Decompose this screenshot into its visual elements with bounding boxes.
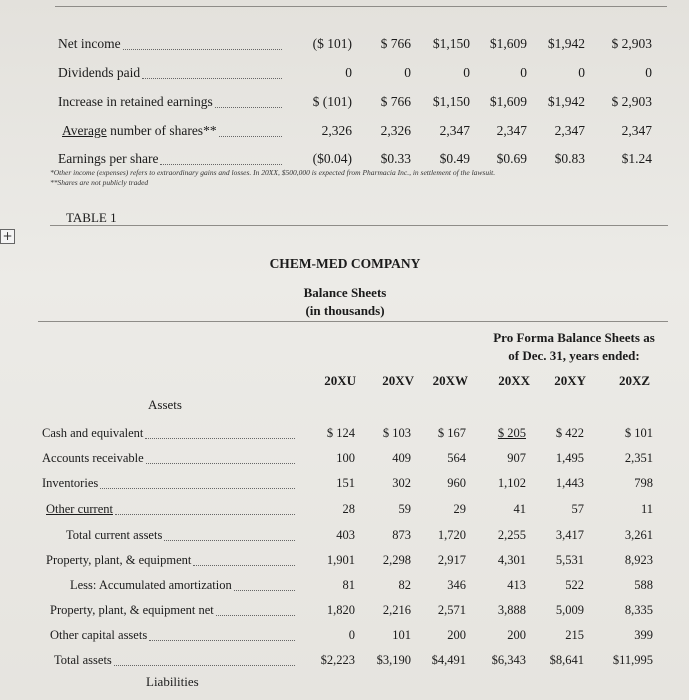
- income-value: 0: [404, 65, 411, 80]
- leader-dots: [145, 438, 295, 439]
- balance-value: 200: [507, 628, 526, 642]
- balance-value: 2,255: [497, 528, 526, 542]
- balance-value: $ 167: [437, 426, 466, 440]
- leader-dots: [160, 164, 282, 165]
- balance-value: $4,491: [431, 653, 466, 667]
- balance-value: 29: [453, 502, 466, 516]
- balance-value: 2,298: [382, 553, 411, 567]
- balance-value: 403: [336, 528, 355, 542]
- income-value: $ (101): [312, 94, 352, 109]
- income-value: $1,942: [547, 36, 585, 51]
- balance-row-label: Property, plant, & equipment net: [50, 603, 214, 617]
- balance-header-rule: [38, 321, 668, 322]
- balance-value: 82: [398, 578, 411, 592]
- balance-value: 200: [447, 628, 466, 642]
- income-value: 2,347: [621, 123, 652, 138]
- balance-value: 4,301: [497, 553, 526, 567]
- balance-value: 100: [336, 451, 355, 465]
- leader-dots: [215, 107, 282, 108]
- year-header: 20XV: [382, 373, 414, 388]
- income-row-label: Earnings per share: [58, 151, 159, 166]
- year-header: 20XY: [554, 373, 586, 388]
- income-value: ($0.04): [312, 151, 352, 166]
- balance-value: 522: [565, 578, 584, 592]
- income-row-label: Increase in retained earnings: [58, 94, 213, 109]
- expand-icon[interactable]: +: [0, 229, 15, 244]
- income-value: $1,609: [489, 36, 527, 51]
- balance-value: 41: [513, 502, 526, 516]
- income-value: $1,150: [432, 36, 470, 51]
- balance-value: 8,923: [624, 553, 653, 567]
- income-value: 0: [578, 65, 585, 80]
- footnote-shares: **Shares are not publicly traded: [50, 178, 149, 187]
- balance-row-label: Less: Accumulated amortization: [70, 578, 232, 592]
- leader-dots: [149, 640, 295, 641]
- balance-value: 873: [392, 528, 411, 542]
- income-value: $ 766: [380, 94, 411, 109]
- balance-value: 346: [447, 578, 466, 592]
- balance-value: $ 101: [624, 426, 653, 440]
- balance-value: 1,102: [497, 476, 526, 490]
- table-rule: [50, 225, 668, 226]
- balance-row-label: Total current assets: [66, 528, 163, 542]
- balance-row-label: Property, plant, & equipment: [46, 553, 192, 567]
- table-label: TABLE 1: [66, 210, 117, 225]
- balance-value: 1,720: [437, 528, 466, 542]
- balance-value: 1,495: [555, 451, 584, 465]
- balance-value: 588: [634, 578, 653, 592]
- balance-value: 81: [342, 578, 355, 592]
- income-value: $ 766: [380, 36, 411, 51]
- income-value: 2,347: [496, 123, 527, 138]
- balance-value: 1,820: [326, 603, 355, 617]
- balance-value: 399: [634, 628, 653, 642]
- balance-value: 101: [392, 628, 411, 642]
- balance-value: 11: [640, 502, 653, 516]
- year-header: 20XX: [498, 373, 530, 388]
- balance-value: $3,190: [376, 653, 411, 667]
- assets-heading: Assets: [148, 397, 182, 412]
- balance-value: 302: [392, 476, 411, 490]
- income-value: 0: [463, 65, 470, 80]
- income-value: 2,347: [439, 123, 470, 138]
- balance-row-label: Other current: [46, 502, 113, 516]
- income-value: $ 2,903: [611, 36, 652, 51]
- year-header: 20XW: [432, 373, 468, 388]
- balance-value: 5,009: [555, 603, 584, 617]
- balance-subtitle: (in thousands): [305, 303, 385, 318]
- balance-value: 2,351: [624, 451, 653, 465]
- income-value: $1.24: [621, 151, 652, 166]
- balance-title: Balance Sheets: [303, 285, 387, 300]
- balance-value: $ 422: [555, 426, 584, 440]
- balance-value: 215: [565, 628, 584, 642]
- liabilities-heading: Liabilities: [146, 674, 199, 689]
- leader-dots: [216, 615, 295, 616]
- balance-value: 2,216: [382, 603, 411, 617]
- balance-row-label: Other capital assets: [50, 628, 148, 642]
- income-value: 2,326: [380, 123, 411, 138]
- income-value: 0: [520, 65, 527, 80]
- leader-dots: [100, 488, 295, 489]
- balance-value: $2,223: [320, 653, 355, 667]
- balance-row-label: Inventories: [42, 476, 99, 490]
- balance-value: 413: [507, 578, 526, 592]
- balance-value: 798: [634, 476, 653, 490]
- proforma-title: Pro Forma Balance Sheets as: [493, 330, 655, 345]
- leader-dots: [193, 565, 295, 566]
- balance-row-label: Total assets: [54, 653, 112, 667]
- income-value: $0.83: [554, 151, 585, 166]
- balance-value: 3,417: [555, 528, 584, 542]
- balance-value: 5,531: [555, 553, 584, 567]
- income-value: $0.33: [380, 151, 411, 166]
- company-name: CHEM-MED COMPANY: [269, 256, 421, 271]
- income-value: $0.69: [496, 151, 527, 166]
- top-rule: [55, 6, 667, 7]
- leader-dots: [123, 49, 282, 50]
- balance-value: 151: [336, 476, 355, 490]
- balance-value: $ 124: [326, 426, 355, 440]
- balance-row-label: Cash and equivalent: [42, 426, 144, 440]
- income-value: $1,609: [489, 94, 527, 109]
- balance-value: $11,995: [612, 653, 653, 667]
- leader-dots: [114, 665, 295, 666]
- leader-dots: [164, 540, 295, 541]
- income-value: $1,150: [432, 94, 470, 109]
- balance-value: 1,443: [555, 476, 584, 490]
- income-value: 2,326: [321, 123, 352, 138]
- balance-value: $ 103: [382, 426, 411, 440]
- leader-dots: [142, 78, 282, 79]
- income-value: ($ 101): [312, 36, 352, 51]
- income-row-label: Average number of shares**: [62, 123, 217, 138]
- leader-dots: [234, 590, 295, 591]
- balance-value: 3,888: [497, 603, 526, 617]
- income-value: $0.49: [439, 151, 470, 166]
- leader-dots: [115, 514, 295, 515]
- balance-value: 3,261: [624, 528, 653, 542]
- year-header: 20XZ: [618, 373, 650, 388]
- income-value: 0: [645, 65, 652, 80]
- balance-value: 59: [398, 502, 411, 516]
- balance-value: 28: [342, 502, 355, 516]
- balance-value: 564: [447, 451, 466, 465]
- balance-value: $6,343: [491, 653, 526, 667]
- income-value: $ 2,903: [611, 94, 652, 109]
- leader-dots: [219, 136, 282, 137]
- leader-dots: [146, 463, 295, 464]
- balance-value: 0: [348, 628, 355, 642]
- balance-row-label: Accounts receivable: [42, 451, 144, 465]
- footnote-other-income: *Other income (expenses) refers to extraordinary gains and losses. In 20XX, $500,000 is expected from Pharmacia Inc., in settlement of the lawsuit.: [50, 168, 496, 177]
- income-value: 0: [345, 65, 352, 80]
- balance-value: 2,571: [437, 603, 466, 617]
- balance-value: 960: [447, 476, 466, 490]
- income-row-label: Dividends paid: [58, 65, 141, 80]
- year-header: 20XU: [324, 373, 356, 388]
- income-value: $1,942: [547, 94, 585, 109]
- balance-value: 907: [507, 451, 526, 465]
- income-row-label: Net income: [58, 36, 121, 51]
- balance-value: 57: [571, 502, 584, 516]
- balance-value: 1,901: [326, 553, 355, 567]
- balance-value: 2,917: [437, 553, 466, 567]
- balance-value: 8,335: [624, 603, 653, 617]
- income-value: 2,347: [554, 123, 585, 138]
- balance-value: $8,641: [549, 653, 584, 667]
- balance-value: $ 205: [497, 426, 526, 440]
- proforma-subtitle: of Dec. 31, years ended:: [508, 348, 640, 363]
- balance-value: 409: [392, 451, 411, 465]
